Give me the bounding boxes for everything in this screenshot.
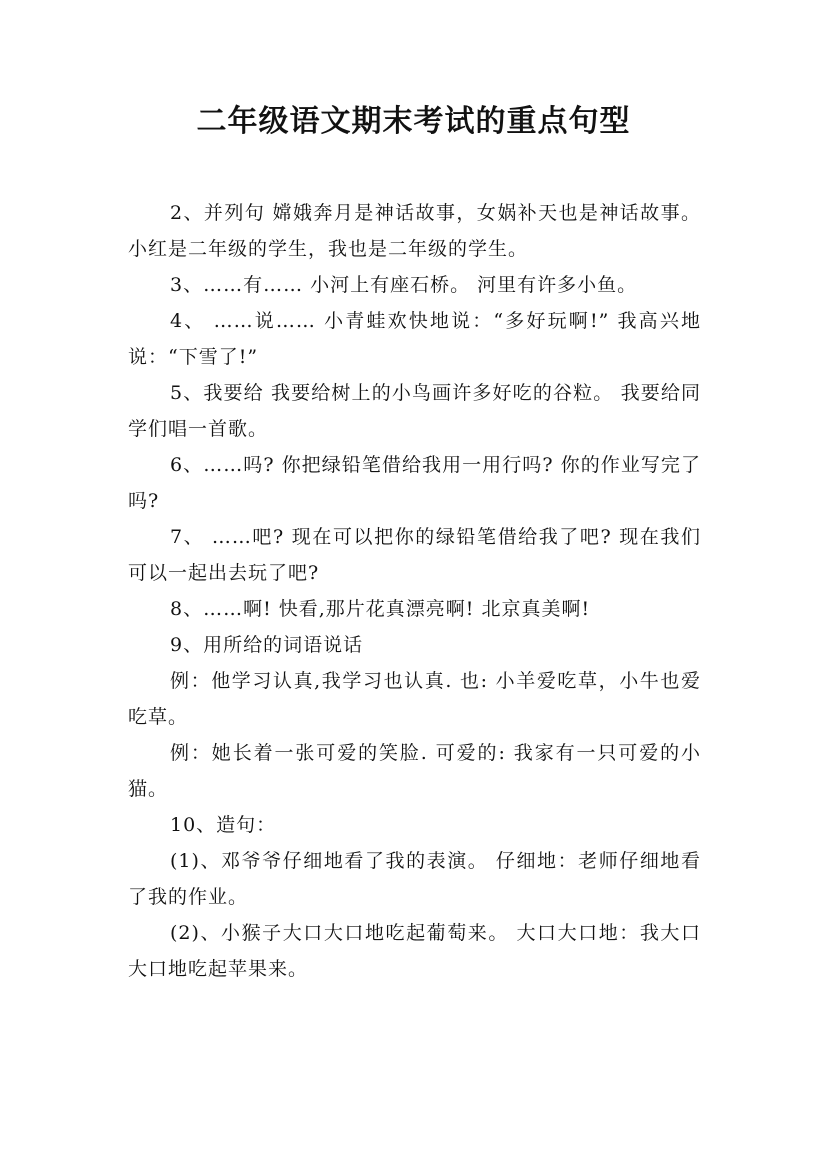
paragraph-example-keai: 例：她长着一张可爱的笑脸. 可爱的: 我家有一只可爱的小猫。 [128,742,701,800]
paragraph-sentence-making-heading: 10、造句： [170,814,277,836]
paragraph-a-exclamation: 8、……啊! 快看,那片花真漂亮啊! 北京真美啊! [170,598,591,620]
paragraph-ma-question: 6、……吗? 你把绿铅笔借给我用一用行吗? 你的作业写完了吗? [128,454,701,512]
paragraph-sentence-2: (2)、小猴子大口大口地吃起葡萄来。 大口大口地：我大口大口地吃起苹果来。 [128,922,701,980]
paragraph-shuo-pattern: 4、 ……说…… 小青蛙欢快地说：“多好玩啊!” 我高兴地说：“下雪了!” [128,310,701,368]
paragraph-word-usage-heading: 9、用所给的词语说话 [170,634,364,656]
document-title: 二年级语文期末考试的重点句型 [196,104,631,139]
paragraph-parallel-sentence: 2、并列句 嫦娥奔月是神话故事，女娲补天也是神话故事。 小红是二年级的学生，我也是二年级的学生。 [128,202,701,260]
paragraph-you-pattern: 3、……有…… 小河上有座石桥。 河里有许多小鱼。 [170,274,638,296]
paragraph-yaogei-pattern: 5、我要给 我要给树上的小鸟画许多好吃的谷粒。 我要给同学们唱一首歌。 [128,382,701,440]
paragraph-sentence-1: (1)、邓爷爷仔细地看了我的表演。 仔细地：老师仔细地看了我的作业。 [128,850,701,908]
paragraph-ba-question: 7、 ……吧? 现在可以把你的绿铅笔借给我了吧? 现在我们可以一起出去玩了吧? [128,526,701,584]
paragraph-example-ye: 例：他学习认真,我学习也认真. 也: 小羊爱吃草，小牛也爱吃草。 [128,670,701,728]
document-body [128,195,701,987]
